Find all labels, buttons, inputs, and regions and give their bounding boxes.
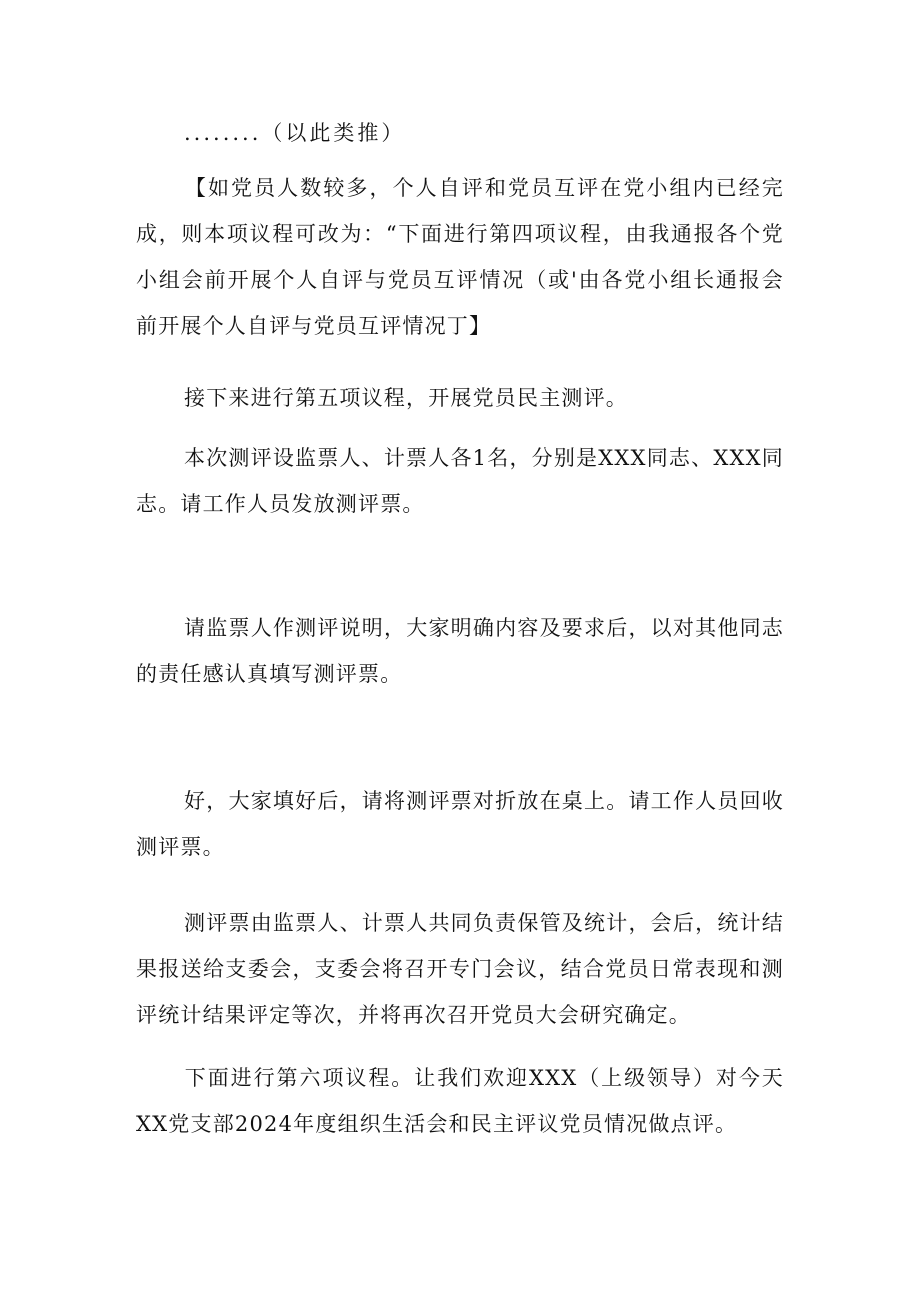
paragraph-text: 请监票人作测评说明，大家明确内容及要求后，以对其他同志的责任感认真填写测评票。	[136, 616, 784, 686]
paragraph-text: 本次测评设监票人、计票人各1名，分别是XXX同志、XXX同志。请工作人员发放测评票。	[136, 446, 784, 516]
paragraph-agenda-five	[136, 375, 784, 421]
paragraph-collect	[136, 778, 784, 870]
paragraph-text: 测评票由监票人、计票人共同负责保管及统计，会后，统计结果报送给支委会，支委会将召开专门会议，结合党员日常表现和测评统计结果评定等次，并将再次召开党员大会研究确定。	[136, 911, 784, 1027]
paragraph-text: 好，大家填好后，请将测评票对折放在桌上。请工作人员回收测评票。	[136, 789, 784, 859]
paragraph-text: 【如党员人数较多，个人自评和党员互评在党小组内已经完成，则本项议程可改为：“下面进行第四项议程，由我通报各个党小组会前开展个人自评与党员互评情况（或'由各党小组长通报会前开展个人自评与党员互评情况丁】	[136, 176, 784, 338]
paragraph-agenda-six	[136, 1055, 784, 1147]
paragraph-tellers	[136, 435, 784, 527]
paragraph-ellipsis: ........（以此类推）	[184, 121, 406, 145]
paragraph-text: 下面进行第六项议程。让我们欢迎XXX（上级领导）对今天XX党支部2024年度组织生活会和民主评议党员情况做点评。	[136, 1066, 784, 1136]
paragraph-note-bracket	[136, 165, 784, 349]
paragraph-explanation	[136, 605, 784, 697]
paragraph-statistics	[136, 900, 784, 1038]
paragraph-text: 接下来进行第五项议程，开展党员民主测评。	[184, 386, 628, 410]
